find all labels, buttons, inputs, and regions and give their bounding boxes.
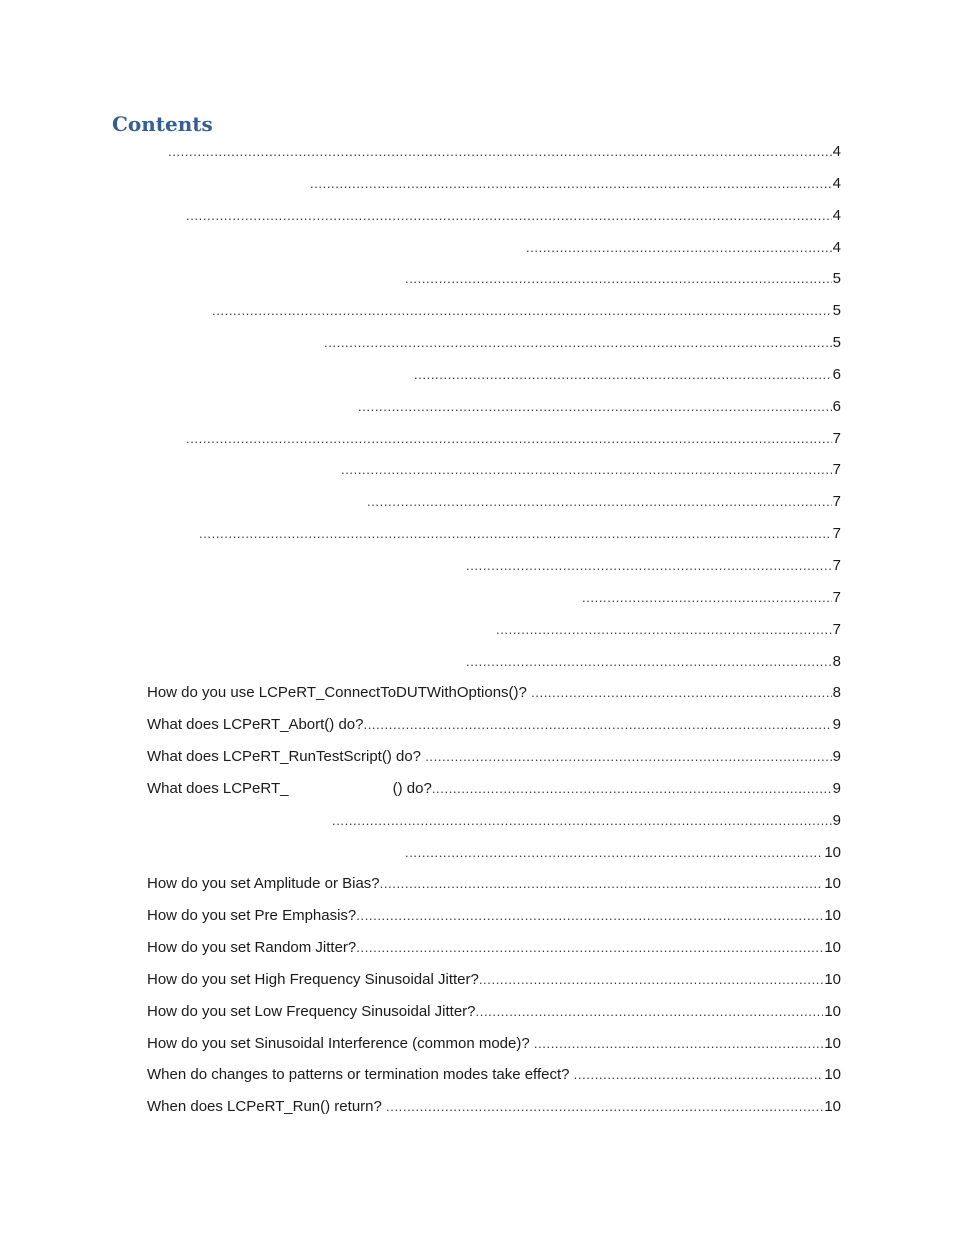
toc-entry[interactable] [0, 391, 954, 423]
toc-dot-leader [186, 206, 832, 226]
toc-entry-title: How do you set Low Frequency Sinusoidal Jitter? [147, 1002, 476, 1020]
toc-entry[interactable] [0, 550, 954, 582]
toc-entry[interactable] [0, 1059, 954, 1091]
toc-entry[interactable] [0, 741, 954, 773]
toc-page-number: 7 [832, 493, 841, 511]
toc-dot-leader [364, 715, 832, 735]
toc-dot-leader [341, 460, 832, 480]
toc-dot-leader [574, 1065, 824, 1085]
toc-page-number: 6 [832, 397, 841, 415]
toc-page-number: 10 [824, 970, 841, 988]
toc-entry[interactable] [0, 200, 954, 232]
toc-page-number: 6 [832, 365, 841, 383]
toc-entry[interactable] [0, 805, 954, 837]
toc-entry[interactable] [0, 837, 954, 869]
toc-dot-leader [496, 620, 832, 640]
toc-dot-leader [405, 269, 832, 289]
toc-dot-leader [212, 301, 832, 321]
toc-entry[interactable] [0, 709, 954, 741]
toc-page-number: 10 [824, 1098, 841, 1116]
toc-dot-leader [534, 1034, 823, 1054]
toc-dot-leader [367, 492, 832, 512]
toc-page-number: 5 [832, 334, 841, 352]
toc-page-number: 9 [832, 811, 841, 829]
toc-dot-leader [356, 906, 823, 926]
toc-entry-title: When do changes to patterns or termination modes take effect? [147, 1066, 574, 1084]
toc-entry-title: How do you set Pre Emphasis? [147, 907, 357, 925]
toc-page-number: 9 [832, 748, 841, 766]
toc-page-number: 8 [832, 652, 841, 670]
toc-entry[interactable] [0, 136, 954, 168]
toc-dot-leader [199, 524, 832, 544]
toc-page-number: 10 [824, 939, 841, 957]
toc-entry[interactable] [0, 646, 954, 678]
toc-entry-title: How do you set Random Jitter? [147, 939, 357, 957]
toc-dot-leader [526, 238, 832, 258]
toc-dot-leader [479, 970, 823, 990]
toc-dot-leader [380, 874, 824, 894]
toc-dot-leader [432, 779, 832, 799]
toc-page-number: 7 [832, 461, 841, 479]
toc-dot-leader [168, 142, 832, 162]
toc-entry[interactable] [0, 614, 954, 646]
toc-entry[interactable] [0, 168, 954, 200]
toc-dot-leader [531, 683, 832, 703]
toc-entry[interactable] [0, 964, 954, 996]
toc-entry[interactable] [0, 1091, 954, 1123]
toc-page-number: 4 [832, 143, 841, 160]
toc-page-number: 10 [824, 1066, 841, 1084]
toc-page-number: 4 [832, 206, 841, 224]
toc-page-number: 4 [832, 174, 841, 192]
toc-page-number: 4 [832, 238, 841, 256]
toc-entry-title: What does LCPeRT_RunTestScript() do? [147, 748, 426, 766]
toc-entry[interactable] [0, 486, 954, 518]
toc-dot-leader [466, 556, 832, 576]
toc-entry[interactable] [0, 1028, 954, 1060]
toc-dot-leader [425, 747, 831, 767]
toc-entry[interactable] [0, 932, 954, 964]
toc-entry[interactable] [0, 582, 954, 614]
toc-page-number: 10 [824, 1002, 841, 1020]
toc-page-number: 7 [832, 588, 841, 606]
toc-entry[interactable] [0, 773, 954, 805]
toc-entry[interactable] [0, 263, 954, 295]
toc-dot-leader [405, 843, 823, 863]
toc-entry[interactable] [0, 868, 954, 900]
toc-page-number: 10 [824, 907, 841, 925]
toc-page-number: 7 [832, 525, 841, 543]
toc-entry-title: How do you set High Frequency Sinusoidal Jitter? [147, 970, 479, 988]
toc-dot-leader [476, 1002, 824, 1022]
toc-entry[interactable] [0, 327, 954, 359]
toc-heading: Contents [112, 112, 213, 136]
toc-dot-leader [332, 811, 832, 831]
toc-entry[interactable] [0, 423, 954, 455]
toc-dot-leader [358, 397, 832, 417]
toc-entry[interactable] [0, 996, 954, 1028]
toc-page-number: 10 [824, 843, 841, 861]
toc-entry[interactable] [0, 359, 954, 391]
toc-page-number: 9 [832, 779, 841, 797]
toc-dot-leader [582, 588, 832, 608]
toc-entry[interactable] [0, 454, 954, 486]
toc-page-number: 10 [824, 1034, 841, 1052]
toc-entry[interactable] [0, 232, 954, 264]
toc-dot-leader [186, 429, 832, 449]
toc-page-number: 7 [832, 429, 841, 447]
toc-dot-leader [356, 938, 823, 958]
toc-entry-title: What does LCPeRT_ () do? [147, 779, 432, 797]
toc-page-number: 7 [832, 620, 841, 638]
toc-entry-title: When does LCPeRT_Run() return? [147, 1098, 387, 1116]
toc-entry-title: How do you use LCPeRT_ConnectToDUTWithOptions()? [147, 684, 532, 702]
toc-dot-leader [310, 174, 832, 194]
toc-dot-leader [386, 1097, 823, 1117]
toc-page-number: 9 [832, 716, 841, 734]
toc-page-number: 5 [832, 270, 841, 288]
toc-entry[interactable] [0, 900, 954, 932]
toc-entry[interactable] [0, 295, 954, 327]
toc-entry-title: How do you set Sinusoidal Interference (common mode)? [147, 1034, 534, 1052]
toc-entry[interactable] [0, 518, 954, 550]
toc-page-number: 10 [824, 875, 841, 893]
toc-page-number: 7 [832, 556, 841, 574]
toc-dot-leader [466, 652, 832, 672]
toc-page-number: 8 [832, 684, 841, 702]
toc-entry-title: How do you set Amplitude or Bias? [147, 875, 380, 893]
toc-page-number: 5 [832, 302, 841, 320]
toc-dot-leader [414, 365, 832, 385]
toc-dot-leader [324, 333, 832, 353]
toc-entry[interactable] [0, 677, 954, 709]
toc-list [0, 136, 954, 1123]
toc-entry-title: What does LCPeRT_Abort() do? [147, 716, 364, 734]
